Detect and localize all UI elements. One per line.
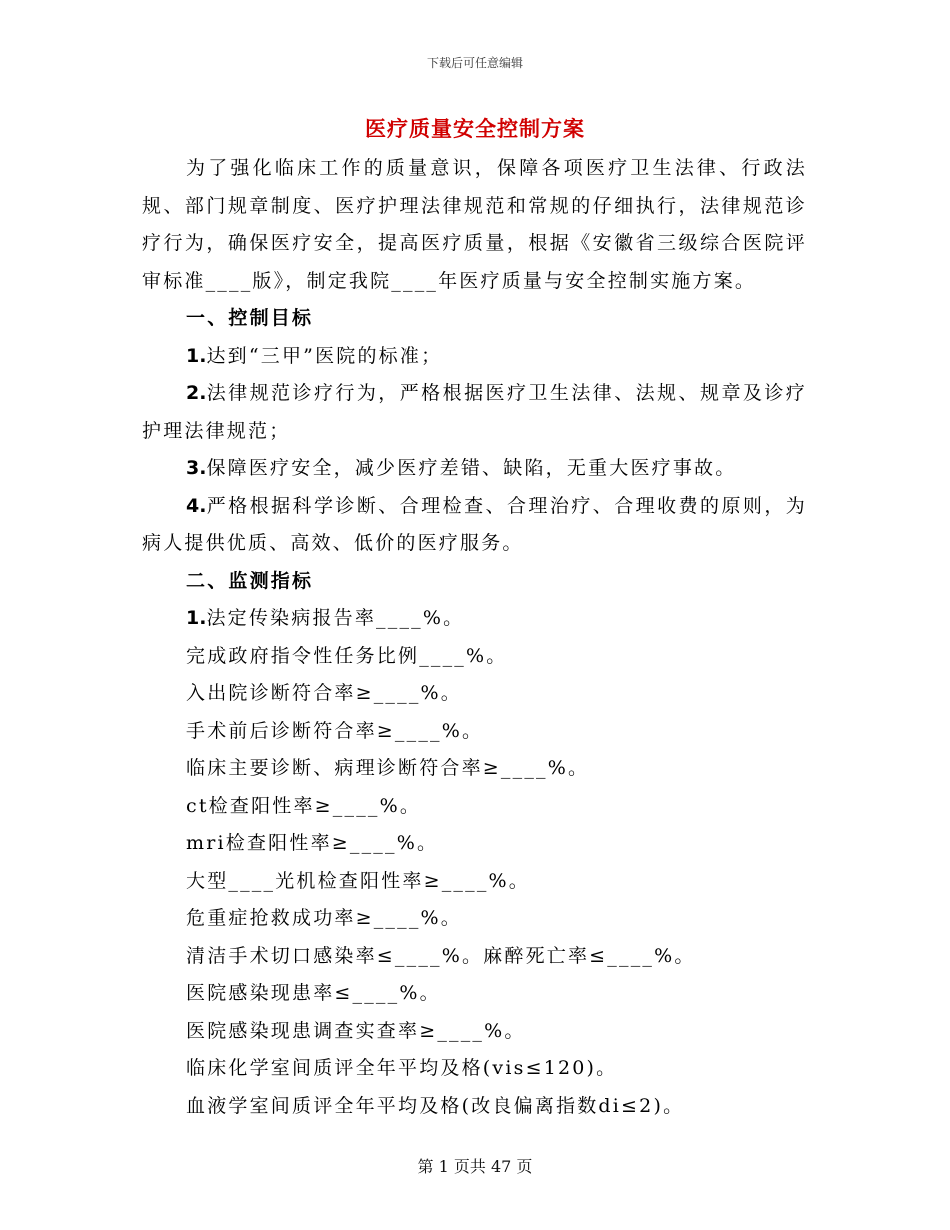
item-text: 法律规范诊疗行为，严格根据医疗卫生法律、法规、规章及诊疗护理法律规范； [142,382,807,442]
indicator-line: 医院感染现患率≤____%。 [186,982,441,1004]
section1-heading: 一、控制目标 [186,307,314,329]
section1-item-1 [142,338,807,376]
section1-item-3 [142,450,807,488]
item-text: 严格根据科学诊断、合理检查、合理治疗、合理收费的原则，为病人提供优质、高效、低价的医疗服务。 [142,494,807,554]
indicator-line: 入出院诊断符合率≥____%。 [186,682,462,704]
item-number: 1. [186,607,207,629]
document-body [142,150,807,1125]
section2-heading: 二、监测指标 [186,569,314,592]
indicator-line: 血液学室间质评全年平均及格(改良偏离指数di≤2)。 [186,1094,685,1117]
item-text: 保障医疗安全，减少医疗差错、缺陷，无重大医疗事故。 [206,457,737,479]
indicator-line: ct检查阳性率≥____%。 [186,794,422,817]
indicator-line: 临床化学室间质评全年平均及格(vis≤120)。 [186,1057,618,1079]
indicator-line: 清洁手术切口感染率≤____%。麻醉死亡率≤____%。 [186,944,696,967]
indicator-line: mri检查阳性率≥____%。 [186,832,439,854]
section1-item-2 [142,375,807,450]
page-header: 下载后可任意编辑 [426,56,523,70]
indicator-line: 完成政府指令性任务比例____%。 [186,644,508,667]
indicator-line: 危重症抢救成功率≥____%。 [186,907,462,929]
item-text: 达到“三甲”医院的标准； [206,344,443,367]
intro-paragraph: 为了强化临床工作的质量意识，保障各项医疗卫生法律、行政法规、部门规章制度、医疗护理法律规范和常规的仔细执行，法律规范诊疗行为，确保医疗安全，提高医疗质量，根据《安徽省三级综合医院评审标准____版》，制定我院____年医疗质量与安全控制实施方案。 [142,157,807,292]
page-footer: 第 1 页共 47 页 [417,1157,533,1176]
document-title: 医疗质量安全控制方案 [365,116,585,141]
indicator-line: 手术前后诊断符合率≥____%。 [186,719,484,742]
item-number: 4. [186,494,207,517]
indicator-line: 临床主要诊断、病理诊断符合率≥____%。 [186,757,590,779]
item-number: 1. [186,344,207,367]
section2-item-1 [142,600,807,638]
item-number: 3. [186,457,207,479]
indicator-line: 医院感染现患调查实查率≥____%。 [186,1019,526,1042]
item-number: 2. [186,382,207,404]
section1-item-4 [142,488,807,563]
indicator-line: 大型____光机检查阳性率≥____%。 [186,869,530,892]
item-text: 法定传染病报告率____%。 [206,607,465,629]
